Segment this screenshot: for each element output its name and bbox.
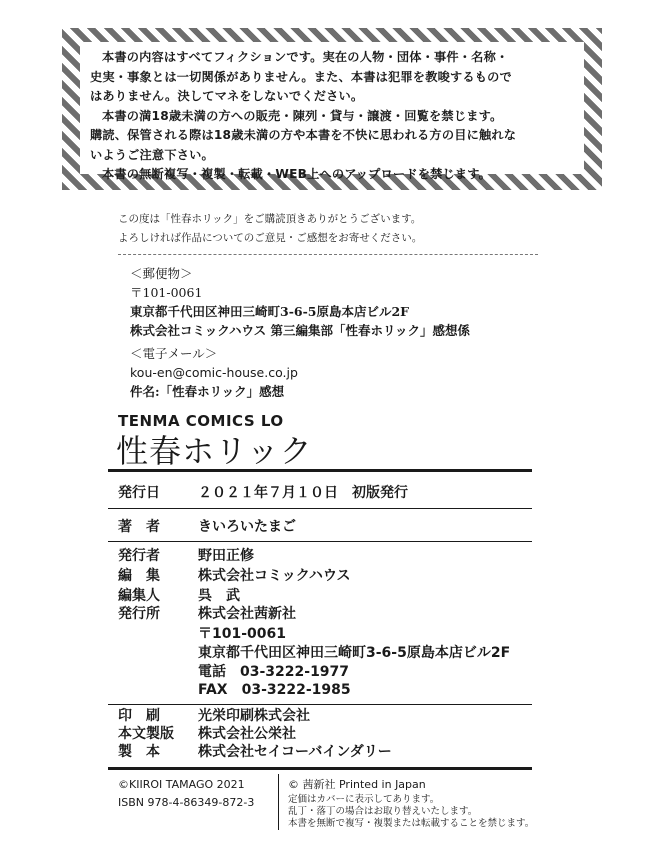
- editor-label: 編集人: [118, 588, 160, 604]
- print-value: 光栄印刷株式会社: [198, 708, 310, 724]
- editor-row: [118, 586, 240, 606]
- fax-row: [118, 680, 351, 700]
- email-address: kou-en@comic-house.co.jp: [130, 365, 298, 380]
- editing-value: 株式会社コミックハウス: [198, 568, 351, 584]
- notice-line: 本書の満18歳未満の方への販売・陳列・貸与・譲渡・回覧を禁じます。: [102, 108, 503, 123]
- footer-divider: [278, 774, 279, 830]
- publisher-copyright: © 茜新社 Printed in Japan: [288, 778, 426, 791]
- divider: [108, 508, 532, 509]
- thanks-message: [118, 210, 422, 248]
- pub-date-value: ２０２１年７月１０日 初版発行: [198, 485, 408, 501]
- binding-value: 株式会社セイコーバインダリー: [198, 744, 392, 760]
- copy-note: 本書を無断で複写・複製または転載することを禁じます。: [288, 818, 535, 829]
- editing-label: 編 集: [118, 568, 160, 584]
- print-label: 印 刷: [118, 708, 160, 724]
- typeset-row: [118, 724, 296, 744]
- pub-date-row: [118, 483, 408, 503]
- defect-note: 乱丁・落丁の場合はお取り替えいたします。: [288, 806, 478, 817]
- footer-right: [288, 776, 534, 830]
- notice-box: [62, 28, 602, 190]
- publisher-person-value: 野田正修: [198, 548, 254, 564]
- notice-line: はありません。決してマネをしないでください。: [90, 89, 364, 103]
- mail-address: 東京都千代田区神田三崎町3-6-5原島本店ビル2F: [130, 304, 410, 319]
- divider: [108, 704, 532, 705]
- publisher-address: 東京都千代田区神田三崎町3-6-5原島本店ビル2F: [198, 645, 511, 661]
- divider: [108, 541, 532, 542]
- footer-left: [118, 776, 254, 812]
- mail-address-block: [130, 264, 470, 340]
- footer-rule: [108, 767, 532, 770]
- author-row: [118, 517, 296, 537]
- phone: 電話 03-3222-1977: [198, 664, 350, 680]
- notice-line: 史実・事象とは一切関係がありません。また、本書は犯罪を教唆するもので: [90, 69, 512, 84]
- mail-postal: 〒101-0061: [130, 285, 203, 300]
- title-rule: [108, 469, 532, 472]
- mail-dept: 株式会社コミックハウス 第三編集部「性春ホリック」感想係: [130, 323, 470, 338]
- notice-line: 本書の内容はすべてフィクションです。実在の人物・団体・事件・名称・: [102, 50, 509, 64]
- email-heading: ＜電子メール＞: [130, 346, 218, 361]
- publisher-person-label: 発行者: [118, 548, 160, 564]
- publisher-row: [118, 604, 296, 624]
- mail-heading: ＜郵便物＞: [130, 266, 193, 281]
- notice-line: いようご注意下さい。: [90, 147, 214, 162]
- book-title: 性春ホリック: [116, 432, 313, 470]
- publisher-postal: 〒101-0061: [198, 626, 286, 642]
- dashed-divider: [118, 254, 538, 255]
- price-note: 定価はカバーに表示してあります。: [288, 794, 440, 805]
- binding-row: [118, 742, 392, 762]
- author-label: 著 者: [118, 519, 160, 535]
- publisher-person-row: [118, 546, 254, 566]
- isbn: ISBN 978-4-86349-872-3: [118, 796, 255, 809]
- notice-content: [80, 42, 584, 181]
- email-block: [130, 344, 298, 401]
- publisher-value: 株式会社茜新社: [198, 606, 296, 622]
- print-row: [118, 706, 310, 726]
- phone-row: [118, 662, 349, 682]
- thanks-line: この度は「性春ホリック」をご購読頂きありがとうございます。: [118, 213, 422, 225]
- editing-row: [118, 566, 350, 586]
- publisher-postal-row: [118, 624, 286, 644]
- typeset-value: 株式会社公栄社: [198, 726, 296, 742]
- author-value: きいろいたまご: [198, 519, 296, 535]
- fax: FAX 03-3222-1985: [198, 682, 351, 698]
- publisher-address-row: [118, 643, 510, 663]
- publisher-label: 発行所: [118, 606, 160, 622]
- thanks-line: よろしければ作品についてのご意見・ご感想をお寄せください。: [118, 232, 423, 244]
- copyright: ©KIIROI TAMAGO 2021: [118, 778, 245, 791]
- pub-date-label: 発行日: [118, 485, 160, 501]
- editor-value: 呉 武: [198, 588, 240, 604]
- email-subject: 件名:「性春ホリック」感想: [130, 384, 285, 399]
- series-label: TENMA COMICS LO: [118, 412, 284, 430]
- notice-line: 本書の無断複写・複製・転載・WEB上へのアップロードを禁じます。: [102, 167, 492, 181]
- binding-label: 製 本: [118, 744, 160, 760]
- typeset-label: 本文製版: [118, 726, 174, 742]
- notice-line: 購読、保管される際は18歳未満の方や本書を不快に思われる方の目に触れな: [90, 128, 517, 142]
